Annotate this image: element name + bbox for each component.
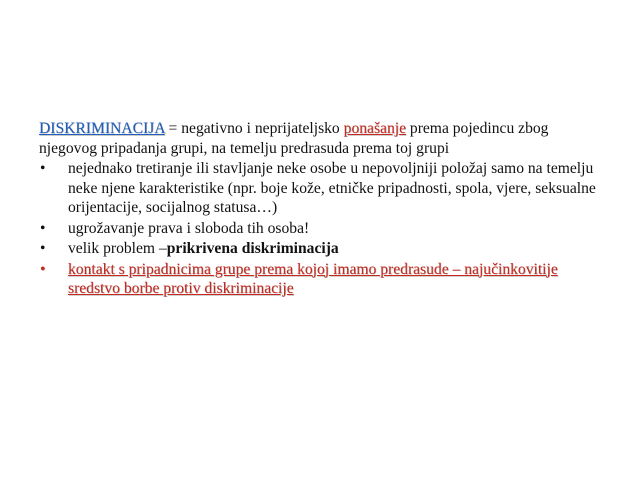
bullet-item-hidden-discrimination [39,239,609,259]
definition-keyword: ponašanje [343,120,406,137]
bullet-list [39,159,609,299]
bullet-text: velik problem – [68,240,167,257]
bullet-text: nejednako tretiranje ili stavljanje neke osobe u nepovoljniji položaj samo na temelju neke njene karakteristike (npr. boje kože, etničke pripadnosti, spola, vjere, seksualne orijentacije, socijalnog statusa…) [68,160,596,216]
definition-text-after: prema pojedincu zbog njegovog pripadanja grupi, na temelju predrasuda prema toj grupi [39,120,549,157]
bullet-icon: • [40,260,46,278]
bullet-icon: • [40,219,46,237]
bullet-text: ugrožavanje prava i sloboda tih osoba! [68,219,310,237]
bullet-icon: • [40,240,46,257]
slide-content [39,119,609,299]
bullet-icon: • [40,160,46,177]
bullet-text-bold: prikrivena diskriminacija [166,240,339,257]
bullet-item-contact [39,260,609,299]
bullet-text: kontakt s pripadnicima grupe prema kojoj imamo predrasude – najučinkovitije sredstvo borbe protiv diskriminacije [68,260,558,297]
definition-term: DISKRIMINACIJA [39,120,165,137]
definition-text-before: = negativno i neprijateljsko [164,120,344,137]
bullet-item-rights [39,219,609,239]
definition-paragraph [39,119,609,158]
bullet-item-unequal-treatment [39,159,609,218]
